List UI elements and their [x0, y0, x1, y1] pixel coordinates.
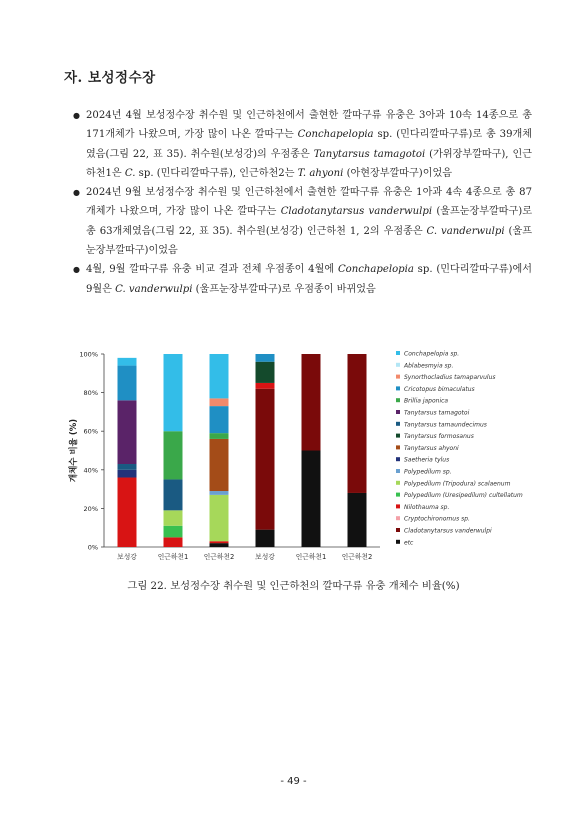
- legend-label: Polypedilum (Uresipedilum) cultellatum: [404, 492, 523, 500]
- x-tick-label: 인근하천2: [203, 553, 235, 561]
- species-name: T. ahyoni: [297, 167, 344, 179]
- bar-segment: [118, 400, 137, 464]
- bullet-text: 2024년 4월 보성정수장 취수원 및 인근하천에서 출현한 깔따구류 유충은 3아과 10속 14종으로 총 171개체가 나왔으며, 가장 많이 나온 깔따구는: [86, 110, 532, 141]
- species-name: C. vanderwulpi: [426, 225, 505, 237]
- legend-label: etc: [404, 539, 414, 547]
- bar-segment: [348, 493, 367, 547]
- legend-label: Cricotopus bimaculatus: [404, 385, 475, 393]
- bar-segment: [256, 383, 275, 389]
- legend-swatch: [396, 398, 400, 402]
- legend-label: Tanytarsus tamaundecimus: [404, 421, 487, 429]
- bar-segment: [164, 526, 183, 538]
- y-tick-label: 60%: [83, 427, 98, 436]
- legend-swatch: [396, 351, 400, 355]
- bullet-text: (울프눈장부깔따구)로 총 63개체였음(그림 22, 표 35). 취수원(보성강) 인근하천 1, 2의 우점종은: [86, 206, 532, 237]
- bar-segment: [164, 479, 183, 510]
- species-name: Tanytarsus tamagotoi: [313, 148, 426, 160]
- legend-label: Cladotanytarsus vanderwulpi: [404, 527, 492, 535]
- legend-label: Ablabesmyia sp.: [404, 362, 454, 370]
- bar-segment: [210, 543, 229, 547]
- stacked-bar-chart: [40, 340, 560, 580]
- bullet-text: (가위장부깔따구), 인근하천1은: [86, 148, 532, 179]
- bar-segment: [210, 439, 229, 491]
- bullet-list: [86, 106, 532, 299]
- y-tick-label: 80%: [83, 389, 98, 398]
- bar-segment: [164, 354, 183, 431]
- bullet-text: sp. (민다리깔따구류)로 총 39개체였음(그림 22, 표 35). 취수원(보성강)의 우점종은: [86, 129, 532, 160]
- legend-label: Saetheria tylus: [404, 456, 450, 464]
- bar-segment: [302, 451, 321, 548]
- legend-swatch: [396, 540, 400, 544]
- bar-segment: [118, 478, 137, 547]
- legend-swatch: [396, 410, 400, 414]
- species-name: C. vanderwulpi: [115, 283, 193, 295]
- bar-segment: [210, 495, 229, 541]
- bar-segment: [118, 358, 137, 366]
- legend-label: Nilothauma sp.: [404, 503, 450, 511]
- bar-segment: [210, 433, 229, 439]
- bar-segment: [210, 354, 229, 398]
- legend-swatch: [396, 516, 400, 520]
- bullet-text: sp. (민다리깔따구류)에서 9월은: [86, 264, 532, 295]
- page-number: - 49 -: [280, 776, 307, 787]
- legend-swatch: [396, 386, 400, 390]
- bar-segment: [348, 354, 367, 493]
- bullet-text: sp. (민다리깔따구류), 인근하천2는: [135, 167, 298, 179]
- bar-segment: [164, 537, 183, 547]
- x-tick-label: 인근하천2: [341, 553, 373, 561]
- bullet-text: 4월, 9월 깔따구류 유충 비교 결과 전체 우점종이 4월에: [86, 264, 338, 276]
- legend-swatch: [396, 363, 400, 367]
- legend-swatch: [396, 481, 400, 485]
- legend-swatch: [396, 504, 400, 508]
- y-tick-label: 20%: [83, 504, 98, 513]
- bar-segment: [256, 362, 275, 383]
- bar-segment: [302, 354, 321, 451]
- legend-swatch: [396, 434, 400, 438]
- legend-swatch: [396, 375, 400, 379]
- section-title: 자. 보성정수장: [64, 70, 156, 86]
- y-tick-label: 40%: [83, 466, 98, 475]
- x-tick-label: 보성강: [117, 553, 137, 561]
- bullet-item-april: [86, 106, 532, 183]
- figure-caption: 그림 22. 보성정수장 취수원 및 인근하천의 깔따구류 유충 개체수 비율(%): [127, 580, 460, 592]
- legend-label: Polypedilum (Tripodura) scalaenum: [404, 480, 511, 488]
- bar-segment: [210, 398, 229, 406]
- bar-segment: [164, 510, 183, 525]
- bullet-text: 2024년 9월 보성정수장 취수원 및 인근하천에서 출현한 깔따구류 유충은 1아과 4속 4종으로 총 87개체가 나왔으며, 가장 많이 나온 깔따구는: [86, 187, 532, 218]
- bullet-item-comparison: [86, 260, 532, 299]
- legend-swatch: [396, 422, 400, 426]
- species-name: Cladotanytarsus vanderwulpi: [280, 206, 433, 218]
- bar-segment: [164, 431, 183, 479]
- x-tick-label: 인근하천1: [295, 553, 327, 561]
- legend-label: Tanytarsus tamagotoi: [404, 409, 470, 417]
- bullet-text: (울프눈장부깔따구)로 우점종이 바뀌었음: [192, 283, 376, 295]
- y-tick-label: 0%: [87, 543, 98, 552]
- species-name: Conchapelopia: [297, 129, 374, 141]
- legend-swatch: [396, 445, 400, 449]
- legend-label: Brillia japonica: [404, 397, 449, 405]
- bar-segment: [210, 406, 229, 433]
- bar-segment: [118, 464, 137, 470]
- legend-swatch: [396, 528, 400, 532]
- legend-label: Synorthocladius tamaparvulus: [404, 374, 496, 382]
- legend-label: Tanytarsus formosanus: [404, 433, 474, 441]
- bullet-item-september: [86, 183, 532, 260]
- legend-label: Polypedilum sp.: [404, 468, 452, 476]
- legend-swatch: [396, 457, 400, 461]
- x-tick-label: 보성강: [255, 553, 275, 561]
- species-name: C.: [124, 167, 136, 179]
- legend-swatch: [396, 469, 400, 473]
- bar-segment: [210, 491, 229, 495]
- legend-swatch: [396, 493, 400, 497]
- bullet-text: (아현장부깔따구)이었음: [343, 167, 452, 179]
- y-tick-label: 100%: [79, 350, 98, 359]
- bar-segment: [118, 470, 137, 478]
- legend-label: Conchapelopia sp.: [404, 350, 460, 358]
- bar-segment: [256, 389, 275, 530]
- bar-segment: [118, 366, 137, 401]
- x-tick-label: 인근하천1: [157, 553, 189, 561]
- legend-label: Cryptochironomus sp.: [404, 515, 470, 523]
- bar-segment: [256, 354, 275, 362]
- y-axis-label: 개체수 비율 (%): [69, 418, 79, 483]
- species-name: Conchapelopia: [337, 264, 414, 276]
- legend-label: Tanytarsus ahyoni: [404, 444, 459, 452]
- bar-segment: [210, 541, 229, 543]
- bullet-text: (울프눈장부깔따구)이었음: [86, 225, 532, 257]
- bar-segment: [256, 530, 275, 547]
